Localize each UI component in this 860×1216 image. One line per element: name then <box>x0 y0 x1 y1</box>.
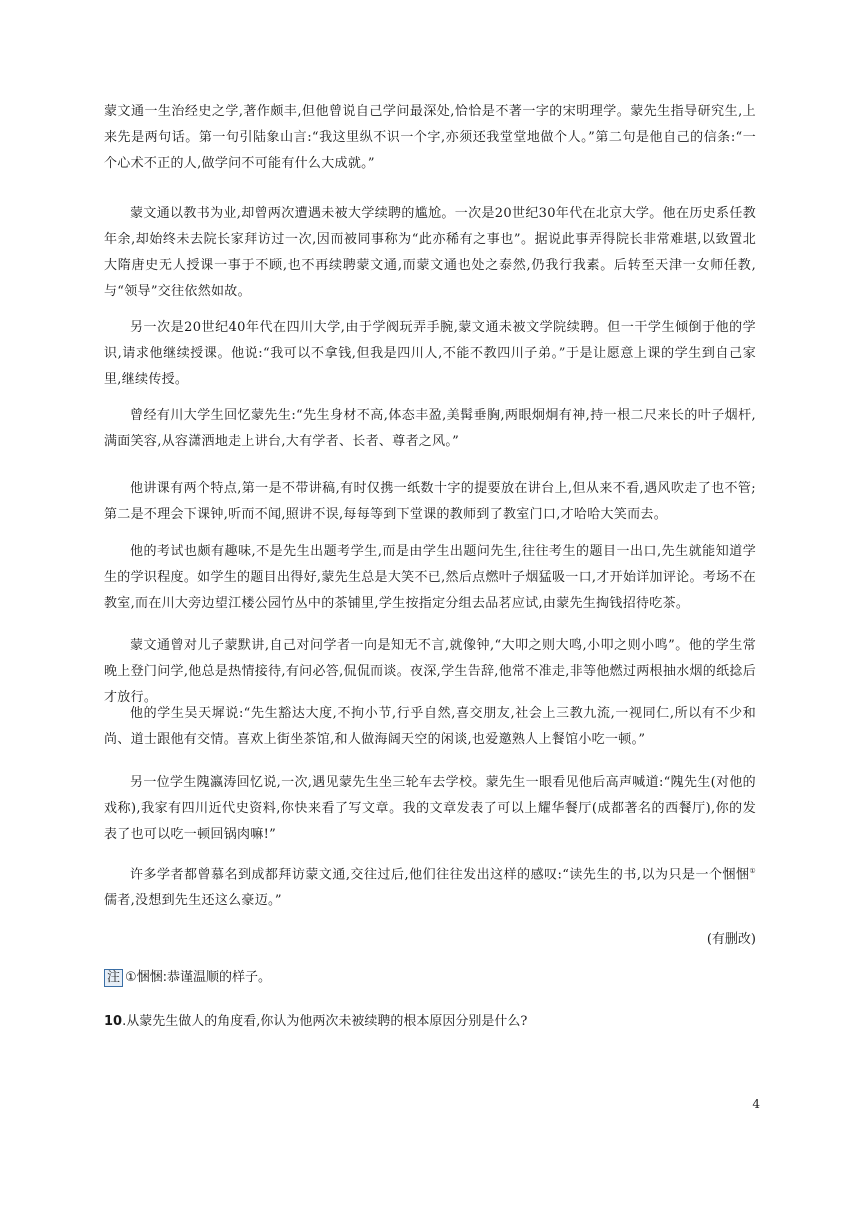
footnote-label[interactable]: 注 <box>104 969 123 987</box>
page-number: 4 <box>752 1097 760 1111</box>
paragraph-4: 曾经有川大学生回忆蒙先生:“先生身材不高,体态丰盈,美髯垂胸,两眼炯炯有神,持一根二尺来长的叶子烟杆,满面笑容,从容潇洒地走上讲台,大有学者、长者、尊者之风。” <box>104 408 756 449</box>
paragraph-6: 他的考试也颇有趣味,不是先生出题考学生,而是由学生出题问先生,往往考生的题目一出口,先生就能知道学生的学识程度。如学生的题目出得好,蒙先生总是大笑不已,然后点燃叶子烟猛吸一口,才开始详加评论。考场不在教室,而在川大旁边望江楼公园竹丛中的茶铺里,学生按指定分组去品茗应试,由蒙先生掏钱招待吃茶。 <box>104 544 756 611</box>
paragraph-5: 他讲课有两个特点,第一是不带讲稿,有时仅携一纸数十字的提要放在讲台上,但从来不看,遇风吹走了也不管;第二是不理会下课钟,听而不闻,照讲不误,每每等到下堂课的教师到了教室门口,才哈哈大笑而去。 <box>104 481 756 522</box>
footnote-text: ①悃悃:恭谨温顺的样子。 <box>125 970 272 985</box>
paragraph-10-end: 儒者,没想到先生还这么豪迈。” <box>104 893 282 909</box>
paragraph-2: 蒙文通以教书为业,却曾两次遭遇未被大学续聘的尴尬。一次是20世纪30年代在北京大学。他在历史系任教年余,却始终未去院长家拜访过一次,因而被同事称为“此亦稀有之事也”。据说此事弄得院长非常难堪,以致置北大隋唐史无人授课一事于不顾,也不再续聘蒙文通,而蒙文通也处之泰然,仍我行我素。后转至天津一女师任教,与“领导”交往依然如故。 <box>104 206 756 299</box>
paragraph-10-start: 许多学者都曾慕名到成都拜访蒙文通,交往过后,他们往往发出这样的感叹:“读先生的书,以为只是一个悃悃 <box>130 867 750 883</box>
footnote-marker[interactable]: ① <box>749 867 756 875</box>
paragraph-10 <box>104 858 756 914</box>
footnote <box>104 968 271 988</box>
question-number: 10 <box>104 1014 123 1029</box>
paragraph-9: 另一位学生隗瀛涛回忆说,一次,遇见蒙先生坐三轮车去学校。蒙先生一眼看见他后高声喊道:“隗先生(对他的戏称),我家有四川近代史资料,你快来看了写文章。我的文章发表了可以上耀华餐厅(成都著名的西餐厅),你的发表了也可以吃一顿回锅肉嘛!” <box>104 775 756 842</box>
paragraph-8: 他的学生吴天墀说:“先生豁达大度,不拘小节,行乎自然,喜交朋友,社会上三教九流,一视同仁,所以有不少和尚、道士跟他有交情。喜欢上街坐茶馆,和人做海阔天空的闲谈,也爱邀熟人上餐馆小吃一顿。” <box>104 706 756 747</box>
paragraph-7: 蒙文通曾对儿子蒙默讲,自己对问学者一向是知无不言,就像钟,“大叩之则大鸣,小叩之则小鸣”。他的学生常晚上登门问学,他总是热情接待,有问必答,侃侃而谈。夜深,学生告辞,他常不准走,非等他燃过两根抽水烟的纸捻后才放行。 <box>104 638 756 705</box>
paragraph-1: 蒙文通一生治经史之学,著作颇丰,但他曾说自己学问最深处,恰恰是不著一字的宋明理学。蒙先生指导研究生,上来先是两句话。第一句引陆象山言:“我这里纵不识一个字,亦须还我堂堂地做个人。”第二句是他自己的信条:“一个心术不正的人,做学问不可能有什么大成就。” <box>104 104 756 171</box>
question-text: .从蒙先生做人的角度看,你认为他两次未被续聘的根本原因分别是什么? <box>122 1014 528 1029</box>
question-10 <box>104 1012 527 1032</box>
paragraph-3: 另一次是20世纪40年代在四川大学,由于学阀玩弄手腕,蒙文通未被文学院续聘。但一干学生倾倒于他的学识,请求他继续授课。他说:“我可以不拿钱,但我是四川人,不能不教四川子弟。”于是让愿意上课的学生到自己家里,继续传授。 <box>104 320 756 387</box>
source-note: (有删改) <box>706 932 756 947</box>
